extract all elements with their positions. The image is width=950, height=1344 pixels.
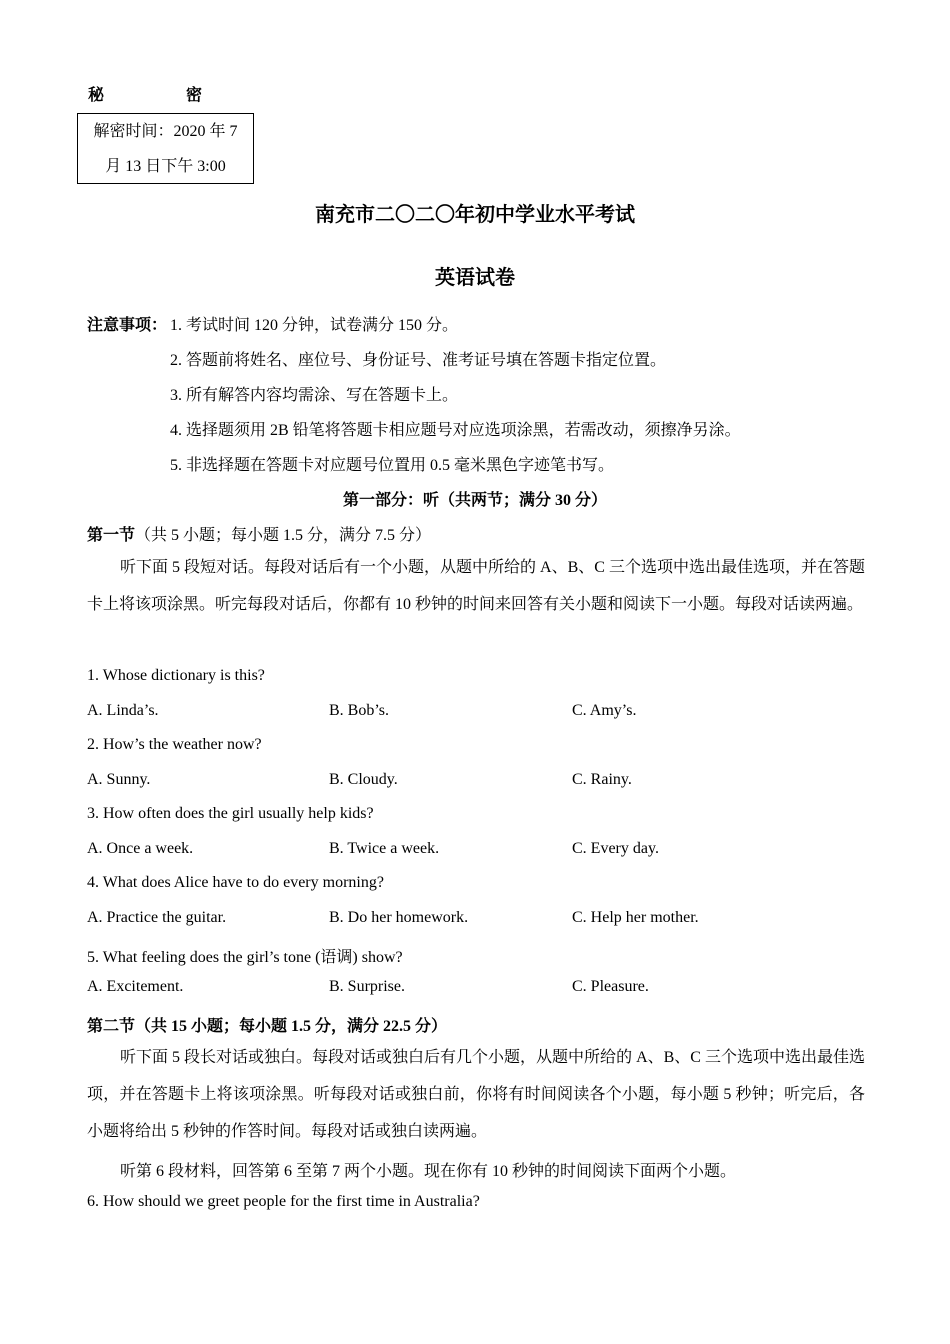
option-b: B. Surprise.: [329, 978, 405, 995]
option-c: C. Every day.: [572, 840, 659, 857]
notes-label: 注意事项：: [87, 317, 168, 334]
option-a: A. Excitement.: [87, 978, 184, 995]
option-c: C. Help her mother.: [572, 909, 699, 926]
note-item: 3. 所有解答内容均需涂、写在答题卡上。: [170, 387, 459, 404]
section1-instructions: 听下面 5 段短对话。每段对话后有一个小题，从题中所给的 A、B、C 三个选项中选出最佳选项，并在答题卡上将该项涂黑。听完每段对话后，你都有 10 秒钟的时间来回答有关小题和阅读下一小题。每段对话读两遍。: [87, 559, 865, 613]
option-b: B. Twice a week.: [329, 840, 440, 857]
option-a: A. Sunny.: [87, 771, 151, 788]
section1-label: 第一节: [87, 527, 136, 544]
option-c: C. Pleasure.: [572, 978, 649, 995]
question-2: 2. How’s the weather now?: [87, 736, 262, 753]
secret-label: [88, 82, 202, 105]
question-4: 4. What does Alice have to do every morning?: [87, 874, 384, 891]
note-item: 1. 考试时间 120 分钟，试卷满分 150 分。: [170, 317, 459, 334]
option-b: B. Do her homework.: [329, 909, 469, 926]
question-6: 6. How should we greet people for the first time in Australia?: [87, 1193, 480, 1210]
option-a: A. Linda’s.: [87, 702, 159, 719]
declassification-box: [77, 113, 254, 184]
secret-char-1: 秘: [88, 87, 105, 104]
section2-instructions: 听下面 5 段长对话或独白。每段对话或独白后有几个小题，从题中所给的 A、B、C 三个选项中选出最佳选项，并在答题卡上将该项涂黑。听每段对话或独白前，你将有时间阅读各个小题，每小题 5 秒钟；听完后，各小题将给出 5 秒钟的作答时间。每段对话或独白读两遍。: [87, 1049, 865, 1140]
declass-line-1: 解密时间：2020 年 7: [93, 123, 238, 140]
section1-info: （共 5 小题；每小题 1.5 分，满分 7.5 分）: [135, 527, 432, 544]
material6-instructions: 听第 6 段材料，回答第 6 至第 7 两个小题。现在你有 10 秒钟的时间阅读下面两个小题。: [120, 1163, 737, 1180]
option-b: B. Bob’s.: [329, 702, 390, 719]
note-item: 2. 答题前将姓名、座位号、身份证号、准考证号填在答题卡指定位置。: [170, 352, 667, 369]
note-item: 5. 非选择题在答题卡对应题号位置用 0.5 毫米黑色字迹笔书写。: [170, 457, 615, 474]
declass-line-2: 月 13 日下午 3:00: [105, 158, 226, 175]
option-b: B. Cloudy.: [329, 771, 398, 788]
part1-heading: 第一部分：听（共两节；满分 30 分）: [342, 492, 607, 509]
question-5: 5. What feeling does the girl’s tone (语调) show?: [87, 949, 403, 966]
section2-heading: 第二节（共 15 小题；每小题 1.5 分，满分 22.5 分）: [87, 1018, 448, 1035]
exam-title: 南充市二〇二〇年初中学业水平考试: [315, 204, 635, 226]
section1-heading: [87, 522, 431, 545]
exam-subtitle: 英语试卷: [435, 267, 515, 289]
option-c: C. Rainy.: [572, 771, 632, 788]
option-a: A. Once a week.: [87, 840, 194, 857]
option-c: C. Amy’s.: [572, 702, 637, 719]
option-a: A. Practice the guitar.: [87, 909, 227, 926]
question-3: 3. How often does the girl usually help kids?: [87, 805, 374, 822]
question-1: 1. Whose dictionary is this?: [87, 667, 265, 684]
note-item: 4. 选择题须用 2B 铅笔将答题卡相应题号对应选项涂黑，若需改动，须擦净另涂。: [170, 422, 741, 439]
secret-char-2: 密: [186, 87, 203, 104]
